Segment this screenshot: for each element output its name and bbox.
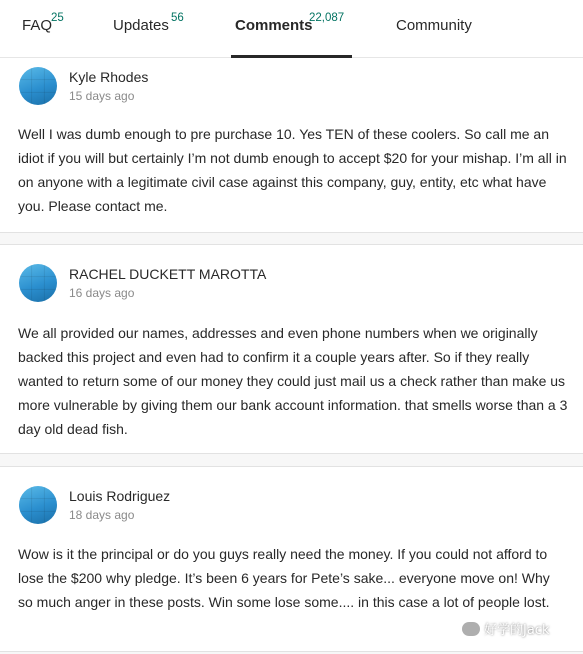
avatar[interactable] [19, 486, 57, 524]
watermark-text: 好学的Jack [484, 623, 550, 638]
tab-faq-count: 25 [51, 12, 64, 24]
comment-card [0, 58, 583, 233]
comment-date: 18 days ago [69, 508, 135, 522]
watermark [462, 619, 549, 638]
avatar[interactable] [19, 67, 57, 105]
tab-community-label: Community [396, 17, 472, 34]
tab-comments-label: Comments [235, 17, 313, 34]
comment-author[interactable]: Kyle Rhodes [69, 69, 149, 85]
comment-text: We all provided our names, addresses and even phone numbers when we originally backed this project and even had to confirm it a couple years after. So if they really wanted to return some of our money they could just mail us a check rather than make us more vulnerable by giving them our bank account information. that smells worse than a 3 day old dead fish. [18, 325, 568, 437]
comment-text: Wow is it the principal or do you guys really need the money. If you could not afford to lose the $200 why pledge. It’s been 6 years for Pete’s sake... everyone move on! Why so much anger in these posts. Win some lose some.... in this case a lot of people lost. [18, 546, 550, 610]
comment-author[interactable]: Louis Rodriguez [69, 488, 171, 504]
tab-comments-count: 22,087 [309, 12, 345, 24]
tab-community[interactable] [370, 0, 490, 58]
tab-faq-label: FAQ [22, 17, 53, 34]
tab-faq[interactable] [0, 0, 95, 58]
comment-date: 16 days ago [69, 286, 135, 300]
tab-updates[interactable] [95, 0, 231, 58]
tab-bar [0, 0, 583, 58]
comment-card [0, 244, 583, 454]
tab-comments[interactable] [231, 0, 352, 58]
comment-author[interactable]: RACHEL DUCKETT MAROTTA [69, 266, 267, 282]
avatar[interactable] [19, 264, 57, 302]
wechat-icon [462, 622, 480, 636]
tab-updates-count: 56 [171, 12, 184, 24]
comment-date: 15 days ago [69, 89, 135, 103]
tab-updates-label: Updates [113, 17, 169, 34]
comment-text: Well I was dumb enough to pre purchase 10. Yes TEN of these coolers. So call me an idiot if you will but certainly I’m not dumb enough to accept $20 for your mishap. I’m all in on anyone with a legitimate civil case against this company, guy, entity, etc what have you. Please contact me. [18, 126, 567, 214]
